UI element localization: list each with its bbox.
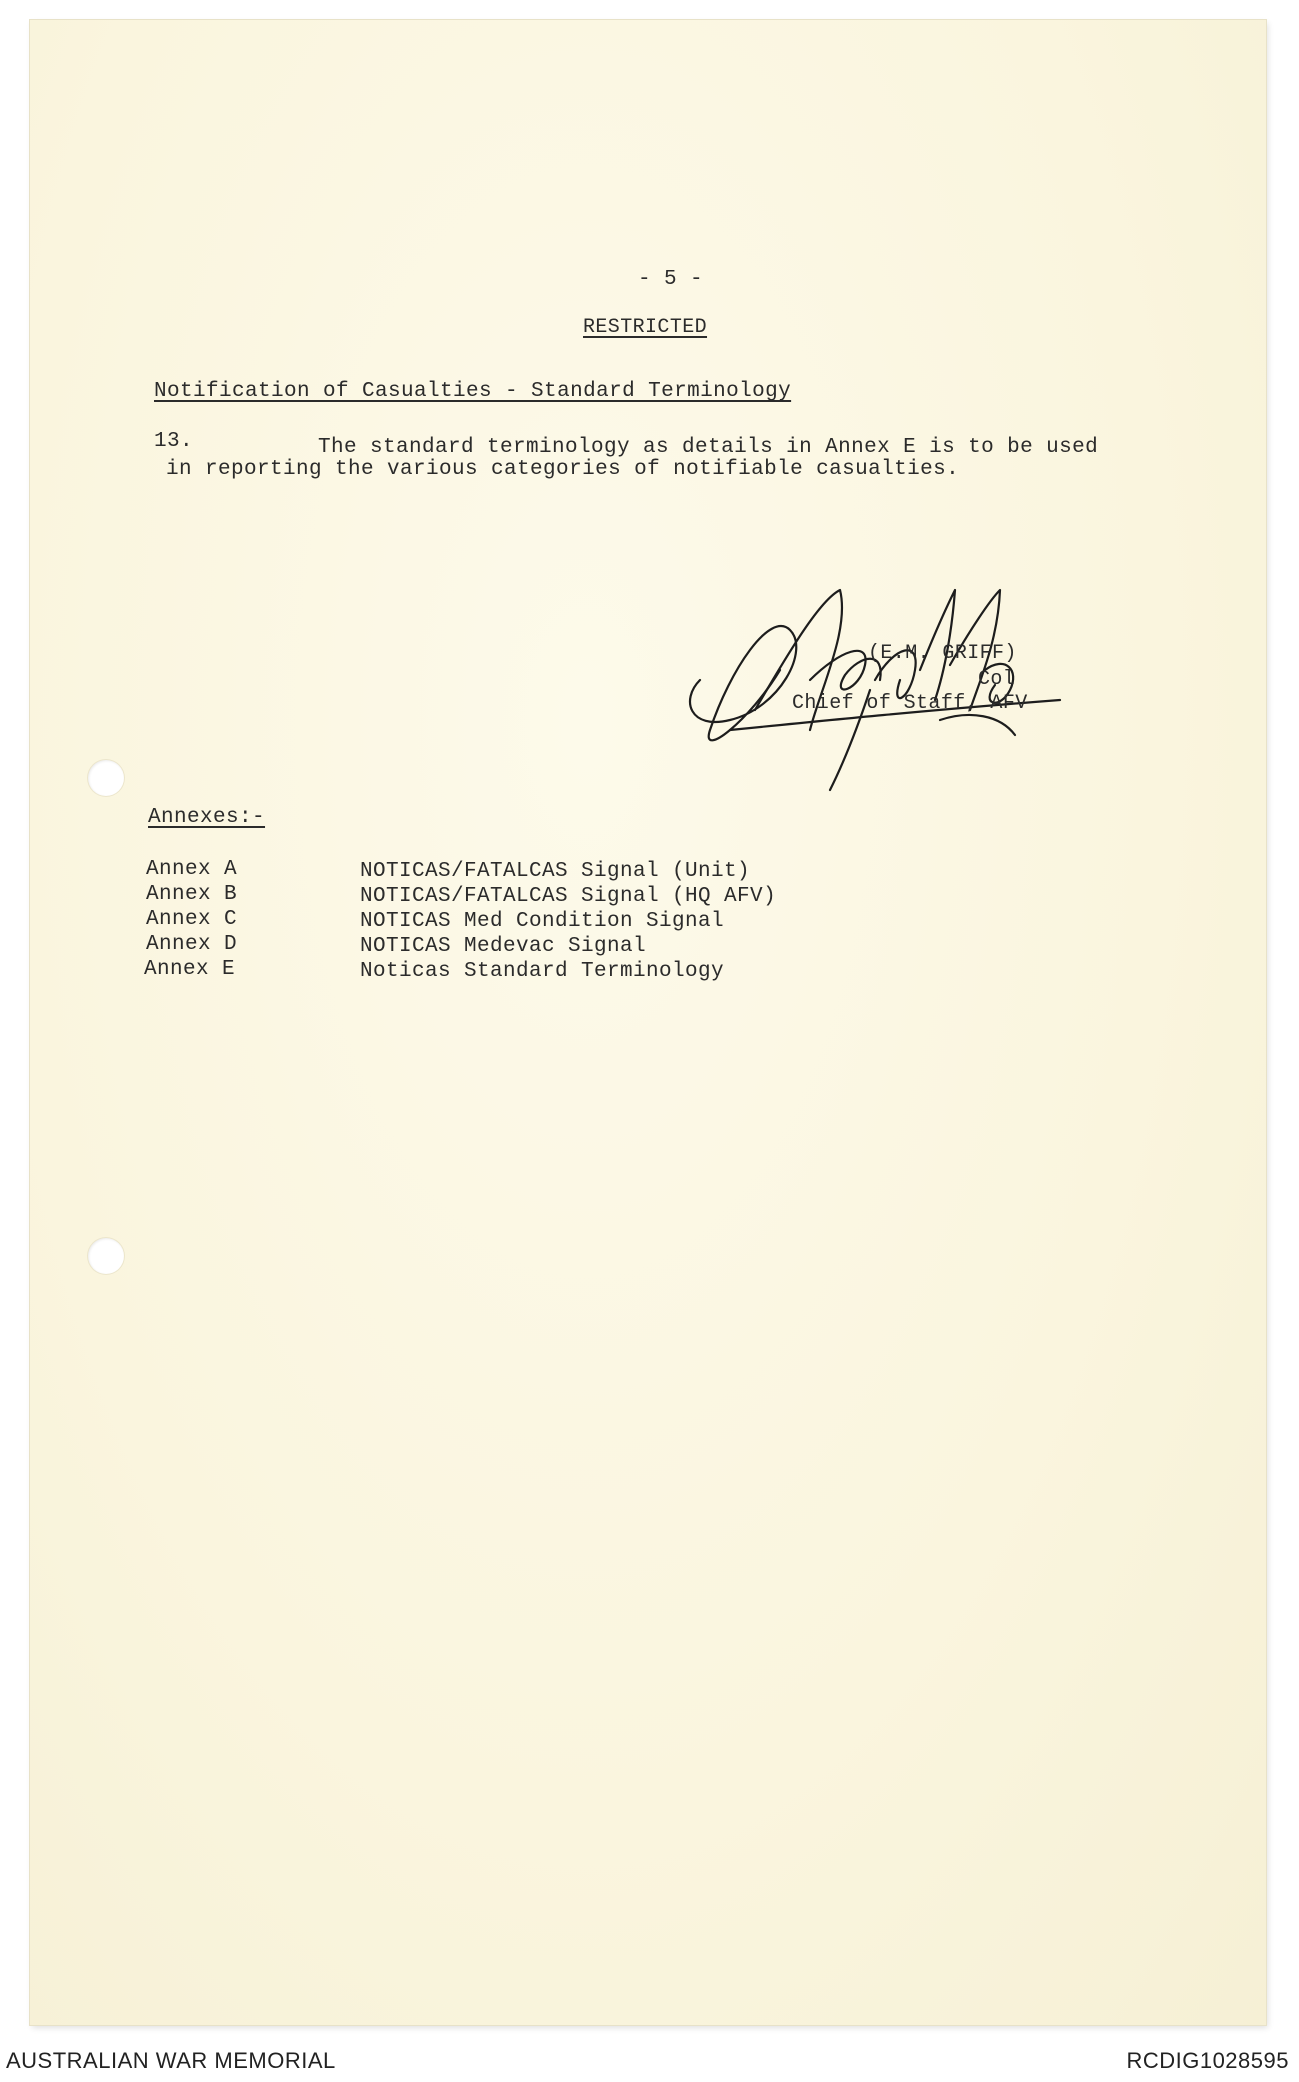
annex-row-e (144, 958, 844, 984)
signatory-rank: Col (978, 668, 1016, 691)
section-heading: Notification of Casualties - Standard Terminology (154, 380, 792, 403)
signature-scrawl (670, 560, 1090, 800)
document-page (30, 20, 1266, 2025)
annex-code: Annex B (146, 883, 238, 906)
annex-row-d (146, 933, 846, 959)
paragraph-line-1: The standard terminology as details in Annex E is to be used (318, 436, 1099, 459)
annex-code: Annex A (146, 858, 238, 881)
punch-hole-bottom (88, 1238, 124, 1274)
annex-row-c (146, 908, 846, 934)
annex-row-a (146, 858, 846, 884)
signatory-name: (E.M. GRIFF) (868, 642, 1017, 665)
annex-row-b (146, 883, 846, 909)
annex-title: NOTICAS Med Condition Signal (360, 910, 725, 933)
annex-title: NOTICAS/FATALCAS Signal (Unit) (360, 860, 751, 883)
annex-title: NOTICAS/FATALCAS Signal (HQ AFV) (360, 885, 777, 908)
footer-record-id: RCDIG1028595 (1126, 2048, 1289, 2073)
annex-title: NOTICAS Medevac Signal (360, 935, 647, 958)
classification-marking: RESTRICTED (583, 316, 708, 339)
punch-hole-top (88, 760, 124, 796)
annexes-heading: Annexes:- (148, 806, 266, 829)
signatory-title: Chief of Staff, AFV (792, 692, 1028, 715)
annex-code: Annex E (144, 958, 236, 981)
footer-archive-name: AUSTRALIAN WAR MEMORIAL (6, 2048, 336, 2073)
page-number: - 5 - (638, 268, 704, 291)
paragraph-number: 13. (154, 430, 194, 453)
annex-code: Annex D (146, 933, 238, 956)
paragraph-line-2: in reporting the various categories of notifiable casualties. (166, 458, 960, 481)
annex-code: Annex C (146, 908, 238, 931)
annex-title: Noticas Standard Terminology (360, 960, 725, 983)
